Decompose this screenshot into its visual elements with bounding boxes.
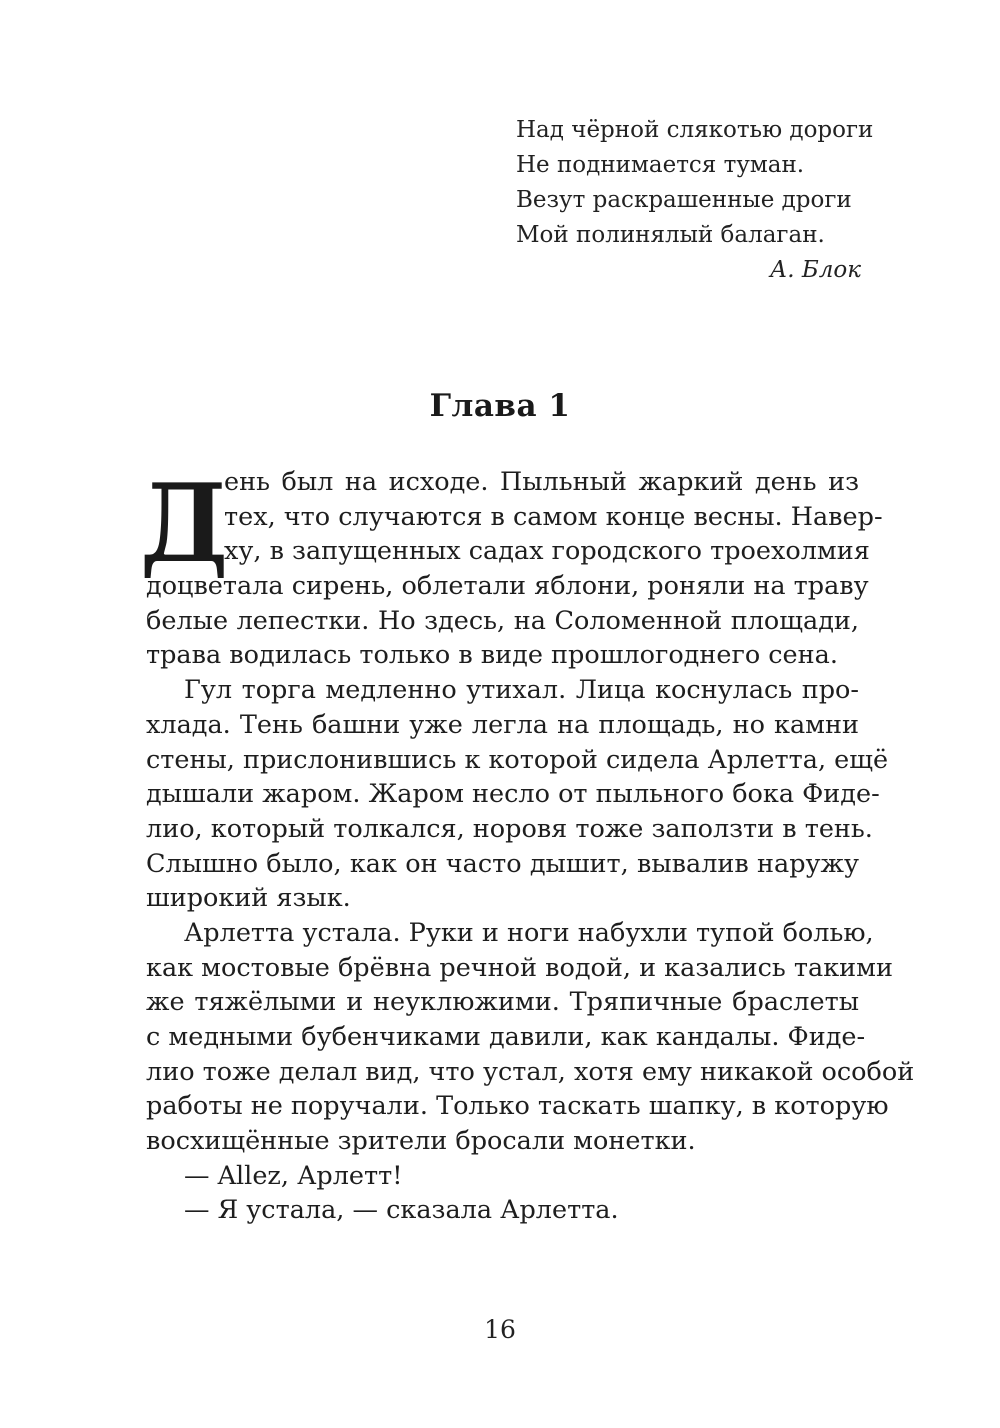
epigraph-line: Над чёрной слякотью дороги (516, 117, 874, 143)
text-line: — Я устала, — сказала Арлетта. (184, 1195, 619, 1226)
text-line: лио, который толкался, норовя тоже заползти в тень. (146, 813, 873, 844)
epigraph-line: Не поднимается туман. (516, 152, 805, 178)
epigraph (516, 113, 874, 288)
text-line: ху, в запущенных садах городского троехолмия (224, 536, 870, 567)
text-line: работы не поручали. Только таскать шапку, в которую (146, 1091, 889, 1122)
text-line: стены, прислонившись к которой сидела Арлетта, ещё (146, 744, 889, 775)
text-line: — Allez, Арлетт! (184, 1160, 403, 1191)
text-line: лио тоже делал вид, что устал, хотя ему никакой особой (146, 1056, 915, 1087)
text-line: белые лепестки. Но здесь, на Соломенной площади, (146, 605, 859, 636)
text-line: ень был на исходе. Пыльный жаркий день из (224, 467, 859, 497)
epigraph-author: А. Блок (769, 257, 861, 283)
text-line: трава водилась только в виде прошлогоднего сена. (146, 640, 838, 671)
epigraph-line: Везут раскрашенные дроги (516, 187, 852, 213)
text-line: широкий язык. (146, 883, 351, 914)
drop-cap: Д (140, 461, 229, 587)
text-line: Слышно было, как он часто дышит, вывалив наружу (146, 848, 859, 879)
body-text (146, 465, 915, 1228)
text-line: Гул торга медленно утихал. Лица коснулась про- (184, 675, 859, 706)
text-line: дышали жаром. Жаром несло от пыльного бока Фиде- (146, 779, 880, 810)
text-line: Арлетта устала. Руки и ноги набухли тупой болью, (184, 917, 874, 948)
text-line: с медными бубенчиками давили, как кандалы. Фиде- (146, 1022, 866, 1052)
epigraph-line: Мой полинялый балаган. (516, 222, 825, 248)
text-line: хлада. Тень башни уже легла на площадь, но камни (146, 709, 859, 740)
text-line: доцветала сирень, облетали яблони, роняли на траву (146, 571, 869, 602)
text-line: же тяжёлыми и неуклюжими. Тряпичные браслеты (146, 987, 859, 1018)
page-number: 16 (484, 1315, 516, 1344)
text-line: восхищённые зрители бросали монетки. (146, 1126, 696, 1157)
text-line: как мостовые брёвна речной водой, и казались такими (146, 952, 893, 983)
text-line: тех, что случаются в самом конце весны. Навер- (224, 501, 883, 532)
chapter-title: Глава 1 (429, 388, 571, 424)
